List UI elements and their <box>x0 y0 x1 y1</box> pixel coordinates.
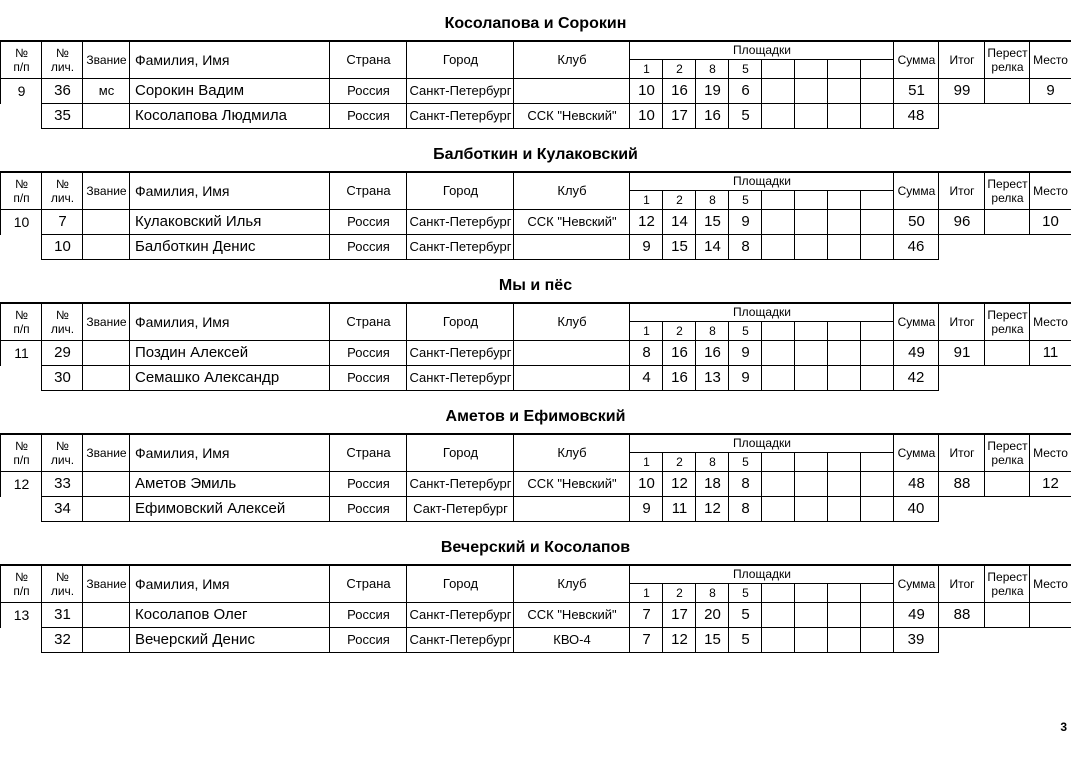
court-score: 15 <box>695 209 729 235</box>
rank <box>82 103 130 129</box>
player-country: Россия <box>329 340 407 366</box>
player-sum: 46 <box>893 234 939 260</box>
team-title: Вечерский и Косолапов <box>440 539 631 556</box>
header-city: Город <box>406 171 514 210</box>
court-score: 12 <box>695 496 729 522</box>
header-country: Страна <box>329 433 407 472</box>
court-score <box>794 471 828 497</box>
court-score <box>827 78 861 104</box>
team-place: 12 <box>1029 471 1071 497</box>
court-score: 9 <box>629 234 663 260</box>
header-court-label: 5 <box>728 190 762 210</box>
court-score <box>860 234 894 260</box>
player-city: Санкт-Петербург <box>406 471 514 497</box>
player-city: Санкт-Петербург <box>406 365 514 391</box>
court-score: 16 <box>662 365 696 391</box>
court-score: 9 <box>629 496 663 522</box>
header-court-label <box>827 190 861 210</box>
player-sum: 39 <box>893 627 939 653</box>
court-score: 10 <box>629 103 663 129</box>
license-number: 35 <box>41 103 83 129</box>
court-score: 15 <box>662 234 696 260</box>
license-number: 29 <box>41 340 83 366</box>
court-score <box>860 78 894 104</box>
rank <box>82 471 130 497</box>
team-total: 96 <box>938 209 985 235</box>
header-court-label <box>794 190 828 210</box>
court-score <box>794 365 828 391</box>
header-court-label <box>860 190 894 210</box>
rank <box>82 209 130 235</box>
team-block <box>0 144 1071 256</box>
team-place <box>1029 602 1071 628</box>
player-name: Аметов Эмиль <box>129 471 330 497</box>
court-score <box>860 365 894 391</box>
team-shootout <box>984 471 1030 497</box>
header-court-label: 1 <box>629 321 663 341</box>
court-score: 16 <box>695 103 729 129</box>
player-name: Семашко Александр <box>129 365 330 391</box>
team-block <box>0 537 1071 649</box>
header-court-label <box>860 321 894 341</box>
court-score: 16 <box>695 340 729 366</box>
header-court-label: 8 <box>695 321 729 341</box>
player-name: Вечерский Денис <box>129 627 330 653</box>
header-court-label: 2 <box>662 59 696 79</box>
player-city: Санкт-Петербург <box>406 209 514 235</box>
header-city: Город <box>406 433 514 472</box>
header-lic: № лич. <box>41 433 83 472</box>
team-title: Косолапова и Сорокин <box>444 15 627 32</box>
court-score <box>761 103 795 129</box>
player-country: Россия <box>329 496 407 522</box>
header-court-label <box>860 452 894 472</box>
header-sum: Сумма <box>893 40 939 79</box>
license-number: 34 <box>41 496 83 522</box>
header-country: Страна <box>329 564 407 603</box>
player-city: Санкт-Петербург <box>406 602 514 628</box>
header-court-label <box>761 583 795 603</box>
header-court-label <box>827 452 861 472</box>
court-score <box>794 340 828 366</box>
header-courts: Площадки <box>629 564 894 584</box>
license-number: 30 <box>41 365 83 391</box>
player-club: ССК "Невский" <box>513 103 630 129</box>
header-court-label: 2 <box>662 452 696 472</box>
court-score <box>761 209 795 235</box>
header-sum: Сумма <box>893 302 939 341</box>
court-score <box>794 496 828 522</box>
header-court-label: 2 <box>662 583 696 603</box>
court-score: 15 <box>695 627 729 653</box>
player-sum: 49 <box>893 602 939 628</box>
header-shootout: Перест релка <box>984 40 1030 79</box>
player-club: КВО-4 <box>513 627 630 653</box>
rank <box>82 340 130 366</box>
court-score <box>827 103 861 129</box>
header-name: Фамилия, Имя <box>129 171 330 210</box>
header-court-label <box>827 59 861 79</box>
license-number: 33 <box>41 471 83 497</box>
court-score: 9 <box>728 209 762 235</box>
header-courts: Площадки <box>629 40 894 60</box>
player-club: ССК "Невский" <box>513 602 630 628</box>
header-club: Клуб <box>513 302 630 341</box>
court-score <box>794 234 828 260</box>
court-score: 19 <box>695 78 729 104</box>
player-name: Косолапова Людмила <box>129 103 330 129</box>
team-shootout <box>984 209 1030 235</box>
court-score: 16 <box>662 340 696 366</box>
header-court-label: 2 <box>662 321 696 341</box>
header-total: Итог <box>938 40 985 79</box>
header-court-label: 5 <box>728 583 762 603</box>
court-score <box>794 209 828 235</box>
court-score: 8 <box>728 496 762 522</box>
page-number: 3 <box>1060 720 1067 734</box>
header-place: Место <box>1029 433 1071 472</box>
header-lic: № лич. <box>41 564 83 603</box>
team-shootout <box>984 340 1030 366</box>
license-number: 7 <box>41 209 83 235</box>
player-club <box>513 234 630 260</box>
header-total: Итог <box>938 302 985 341</box>
header-court-label: 1 <box>629 59 663 79</box>
rank <box>82 234 130 260</box>
header-club: Клуб <box>513 171 630 210</box>
rank: мс <box>82 78 130 104</box>
header-city: Город <box>406 302 514 341</box>
header-name: Фамилия, Имя <box>129 433 330 472</box>
player-name: Сорокин Вадим <box>129 78 330 104</box>
header-total: Итог <box>938 171 985 210</box>
court-score <box>794 103 828 129</box>
court-score <box>761 471 795 497</box>
court-score <box>860 471 894 497</box>
header-court-label <box>827 321 861 341</box>
court-score: 6 <box>728 78 762 104</box>
rank <box>82 627 130 653</box>
header-name: Фамилия, Имя <box>129 302 330 341</box>
team-title: Балботкин и Кулаковский <box>433 146 638 163</box>
header-court-label <box>761 452 795 472</box>
header-place: Место <box>1029 40 1071 79</box>
header-country: Страна <box>329 171 407 210</box>
court-score: 13 <box>695 365 729 391</box>
player-sum: 48 <box>893 103 939 129</box>
court-score <box>860 340 894 366</box>
court-score <box>827 340 861 366</box>
header-num: № п/п <box>0 564 42 603</box>
header-courts: Площадки <box>629 302 894 322</box>
team-title: Аметов и Ефимовский <box>445 408 626 425</box>
court-score: 8 <box>728 234 762 260</box>
header-rank: Звание <box>82 171 130 210</box>
court-score <box>827 602 861 628</box>
header-club: Клуб <box>513 40 630 79</box>
rank <box>82 365 130 391</box>
license-number: 32 <box>41 627 83 653</box>
header-court-label <box>860 583 894 603</box>
header-name: Фамилия, Имя <box>129 40 330 79</box>
court-score: 10 <box>629 78 663 104</box>
header-court-label: 8 <box>695 452 729 472</box>
team-number: 12 <box>0 471 42 497</box>
header-court-label <box>794 59 828 79</box>
header-court-label: 8 <box>695 583 729 603</box>
header-rank: Звание <box>82 564 130 603</box>
player-country: Россия <box>329 627 407 653</box>
court-score: 12 <box>662 471 696 497</box>
player-sum: 51 <box>893 78 939 104</box>
court-score <box>761 496 795 522</box>
header-court-label <box>860 59 894 79</box>
player-club <box>513 365 630 391</box>
court-score: 9 <box>728 340 762 366</box>
player-name: Поздин Алексей <box>129 340 330 366</box>
player-name: Косолапов Олег <box>129 602 330 628</box>
court-score: 10 <box>629 471 663 497</box>
court-score: 16 <box>662 78 696 104</box>
player-country: Россия <box>329 209 407 235</box>
header-num: № п/п <box>0 40 42 79</box>
header-shootout: Перест релка <box>984 564 1030 603</box>
header-court-label: 5 <box>728 59 762 79</box>
court-score <box>827 627 861 653</box>
court-score: 4 <box>629 365 663 391</box>
header-court-label <box>761 59 795 79</box>
player-country: Россия <box>329 78 407 104</box>
court-score: 7 <box>629 627 663 653</box>
header-name: Фамилия, Имя <box>129 564 330 603</box>
header-courts: Площадки <box>629 171 894 191</box>
court-score: 17 <box>662 602 696 628</box>
court-score: 12 <box>662 627 696 653</box>
header-shootout: Перест релка <box>984 433 1030 472</box>
header-total: Итог <box>938 564 985 603</box>
court-score <box>860 627 894 653</box>
header-lic: № лич. <box>41 171 83 210</box>
header-court-label <box>794 583 828 603</box>
team-place: 10 <box>1029 209 1071 235</box>
header-court-label <box>794 452 828 472</box>
header-place: Место <box>1029 564 1071 603</box>
court-score: 12 <box>629 209 663 235</box>
player-city: Санкт-Петербург <box>406 340 514 366</box>
team-place: 9 <box>1029 78 1071 104</box>
player-city: Сакт-Петербург <box>406 496 514 522</box>
player-city: Санкт-Петербург <box>406 103 514 129</box>
player-sum: 48 <box>893 471 939 497</box>
court-score: 11 <box>662 496 696 522</box>
player-name: Кулаковский Илья <box>129 209 330 235</box>
header-lic: № лич. <box>41 302 83 341</box>
player-country: Россия <box>329 365 407 391</box>
header-courts: Площадки <box>629 433 894 453</box>
player-country: Россия <box>329 602 407 628</box>
court-score <box>761 627 795 653</box>
team-total: 99 <box>938 78 985 104</box>
header-club: Клуб <box>513 564 630 603</box>
court-score <box>794 602 828 628</box>
rank <box>82 496 130 522</box>
court-score: 18 <box>695 471 729 497</box>
team-number: 11 <box>0 340 42 366</box>
court-score: 5 <box>728 627 762 653</box>
header-sum: Сумма <box>893 171 939 210</box>
court-score <box>827 471 861 497</box>
header-rank: Звание <box>82 302 130 341</box>
header-place: Место <box>1029 302 1071 341</box>
header-num: № п/п <box>0 433 42 472</box>
court-score <box>860 602 894 628</box>
header-court-label <box>761 321 795 341</box>
team-block <box>0 13 1071 125</box>
header-court-label <box>827 583 861 603</box>
team-shootout <box>984 78 1030 104</box>
header-city: Город <box>406 564 514 603</box>
header-place: Место <box>1029 171 1071 210</box>
header-sum: Сумма <box>893 433 939 472</box>
court-score <box>761 365 795 391</box>
team-block <box>0 406 1071 518</box>
header-court-label <box>794 321 828 341</box>
court-score <box>827 496 861 522</box>
team-total: 88 <box>938 471 985 497</box>
rank <box>82 602 130 628</box>
court-score: 20 <box>695 602 729 628</box>
header-shootout: Перест релка <box>984 171 1030 210</box>
court-score: 14 <box>662 209 696 235</box>
header-country: Страна <box>329 40 407 79</box>
court-score: 9 <box>728 365 762 391</box>
court-score <box>794 627 828 653</box>
player-sum: 40 <box>893 496 939 522</box>
team-total: 91 <box>938 340 985 366</box>
header-court-label: 5 <box>728 452 762 472</box>
header-total: Итог <box>938 433 985 472</box>
header-court-label: 8 <box>695 190 729 210</box>
header-sum: Сумма <box>893 564 939 603</box>
team-number: 13 <box>0 602 42 628</box>
team-number: 9 <box>0 78 42 104</box>
player-club: ССК "Невский" <box>513 209 630 235</box>
license-number: 36 <box>41 78 83 104</box>
header-num: № п/п <box>0 302 42 341</box>
header-court-label: 1 <box>629 583 663 603</box>
team-shootout <box>984 602 1030 628</box>
court-score <box>794 78 828 104</box>
player-name: Балботкин Денис <box>129 234 330 260</box>
player-sum: 42 <box>893 365 939 391</box>
court-score: 5 <box>728 602 762 628</box>
court-score: 5 <box>728 103 762 129</box>
court-score <box>860 496 894 522</box>
header-court-label: 1 <box>629 190 663 210</box>
license-number: 31 <box>41 602 83 628</box>
header-court-label: 2 <box>662 190 696 210</box>
player-city: Санкт-Петербург <box>406 234 514 260</box>
court-score <box>761 234 795 260</box>
court-score: 17 <box>662 103 696 129</box>
header-court-label <box>761 190 795 210</box>
team-number: 10 <box>0 209 42 235</box>
court-score <box>827 209 861 235</box>
header-club: Клуб <box>513 433 630 472</box>
team-title: Мы и пёс <box>498 277 573 294</box>
player-country: Россия <box>329 234 407 260</box>
header-num: № п/п <box>0 171 42 210</box>
header-rank: Звание <box>82 433 130 472</box>
header-rank: Звание <box>82 40 130 79</box>
player-city: Санкт-Петербург <box>406 78 514 104</box>
court-score <box>761 340 795 366</box>
header-court-label: 8 <box>695 59 729 79</box>
header-court-label: 1 <box>629 452 663 472</box>
player-sum: 49 <box>893 340 939 366</box>
player-club <box>513 340 630 366</box>
court-score: 8 <box>728 471 762 497</box>
court-score: 8 <box>629 340 663 366</box>
player-city: Санкт-Петербург <box>406 627 514 653</box>
license-number: 10 <box>41 234 83 260</box>
team-place: 11 <box>1029 340 1071 366</box>
player-country: Россия <box>329 103 407 129</box>
court-score <box>827 365 861 391</box>
player-club <box>513 78 630 104</box>
court-score <box>860 103 894 129</box>
player-club: ССК "Невский" <box>513 471 630 497</box>
header-country: Страна <box>329 302 407 341</box>
court-score <box>761 602 795 628</box>
court-score: 7 <box>629 602 663 628</box>
team-total: 88 <box>938 602 985 628</box>
court-score <box>860 209 894 235</box>
header-city: Город <box>406 40 514 79</box>
header-shootout: Перест релка <box>984 302 1030 341</box>
team-block <box>0 275 1071 387</box>
player-club <box>513 496 630 522</box>
player-sum: 50 <box>893 209 939 235</box>
header-court-label: 5 <box>728 321 762 341</box>
court-score: 14 <box>695 234 729 260</box>
header-lic: № лич. <box>41 40 83 79</box>
player-country: Россия <box>329 471 407 497</box>
player-name: Ефимовский Алексей <box>129 496 330 522</box>
court-score <box>827 234 861 260</box>
court-score <box>761 78 795 104</box>
